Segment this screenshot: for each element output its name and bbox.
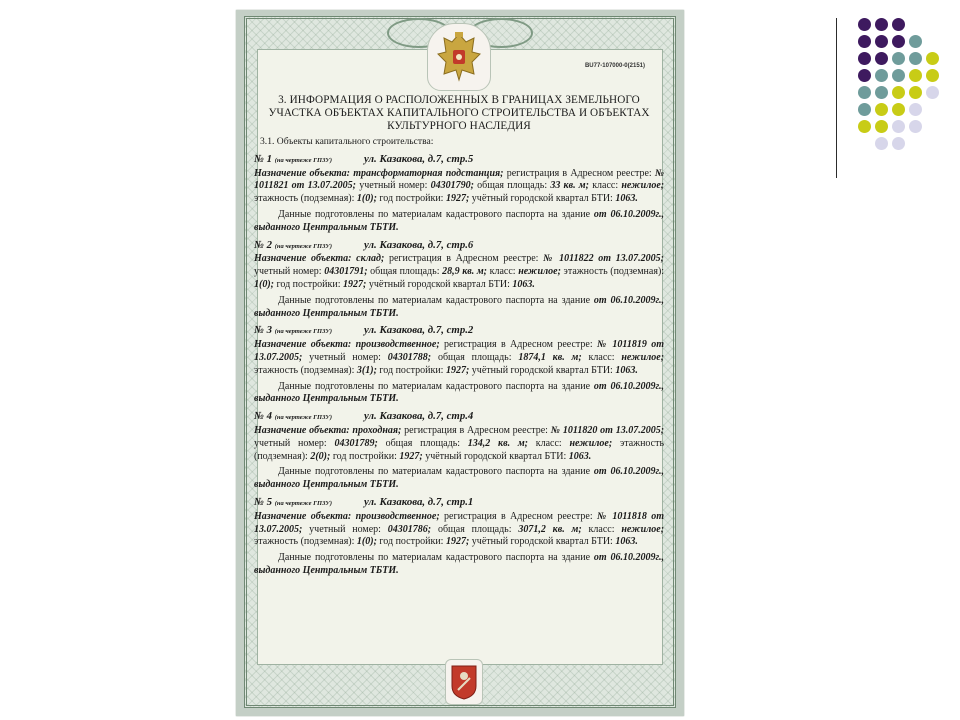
reg-value: № 1011819 от 13.07.2005; <box>254 339 665 363</box>
account-value: 04301789; <box>334 437 378 449</box>
area-label: общая площадь: <box>477 180 548 192</box>
decor-dot <box>875 137 888 150</box>
decor-dot <box>926 52 939 65</box>
class-value: нежилое; <box>621 351 665 363</box>
account-value: 04301790; <box>430 180 474 192</box>
decor-dot <box>858 35 871 48</box>
note-text: Данные подготовлены по материалам кадастрового паспорта на здание <box>278 208 591 220</box>
purpose-value: проходная; <box>352 424 402 436</box>
object-header <box>254 324 664 339</box>
class-label: класс: <box>592 180 619 192</box>
account-label: учетный номер: <box>254 266 322 278</box>
object-details <box>254 511 664 549</box>
reg-value: № 1011822 от 13.07.2005; <box>543 253 665 265</box>
decor-dot <box>875 103 888 116</box>
area-label: общая площадь: <box>437 351 512 363</box>
floors-label: этажность (подземная): <box>254 536 355 548</box>
decor-dot <box>875 120 888 133</box>
area-value: 134,2 кв. м; <box>467 437 529 449</box>
decor-dot <box>875 69 888 82</box>
account-label: учетный номер: <box>309 523 381 535</box>
object-entry <box>254 496 664 578</box>
certificate-content <box>254 94 664 578</box>
year-value: 1927; <box>445 193 470 205</box>
floors-value: 1(0); <box>356 536 377 548</box>
decor-dot <box>892 52 905 65</box>
account-label: учетный номер: <box>254 437 327 449</box>
decor-dot <box>892 103 905 116</box>
decor-dot <box>909 69 922 82</box>
object-details <box>254 253 664 291</box>
block-value: 1063. <box>568 450 592 462</box>
block-label: учётный городской квартал БТИ: <box>368 278 510 290</box>
object-source-note <box>254 295 664 321</box>
certificate-sheet <box>236 10 684 716</box>
year-value: 1927; <box>343 278 367 290</box>
purpose-label: Назначение объекта: <box>254 510 352 522</box>
reg-label: регистрация в Адресном реестре: <box>444 510 593 522</box>
object-entry <box>254 239 664 321</box>
purpose-label: Назначение объекта: <box>254 167 351 179</box>
floors-label: этажность (подземная): <box>254 437 665 462</box>
purpose-value: склад; <box>356 253 385 265</box>
year-label: год постройки: <box>276 278 341 290</box>
decor-dot <box>858 18 871 31</box>
year-label: год постройки: <box>379 364 444 376</box>
object-header <box>254 496 664 511</box>
russian-coat-of-arms-icon <box>427 23 491 91</box>
object-entry <box>254 324 664 406</box>
class-value: нежилое; <box>569 437 613 449</box>
floors-label: этажность (подземная): <box>254 364 355 376</box>
object-source-note <box>254 466 664 492</box>
decor-dot <box>909 103 922 116</box>
object-address: ул. Казакова, д.7, стр.4 <box>364 410 474 423</box>
class-label: класс: <box>535 437 562 449</box>
year-label: год постройки: <box>379 193 444 205</box>
reg-label: регистрация в Адресном реестре: <box>506 167 652 179</box>
note-text: Данные подготовлены по материалам кадастрового паспорта на здание <box>278 466 591 478</box>
decor-dot <box>858 69 871 82</box>
document-serial-number: ВU77-107000-0(2151) <box>584 63 645 69</box>
plan-label: (на чертеже ГПЗУ) <box>274 328 332 336</box>
area-label: общая площадь: <box>385 437 461 449</box>
reg-label: регистрация в Адресном реестре: <box>444 339 593 351</box>
area-label: общая площадь: <box>437 523 512 535</box>
block-value: 1063. <box>615 364 638 376</box>
object-number: № 4 <box>254 410 272 423</box>
plan-label: (на чертеже ГПЗУ) <box>274 414 332 422</box>
year-label: год постройки: <box>379 536 444 548</box>
decor-dot <box>875 35 888 48</box>
section-heading: 3. ИНФОРМАЦИЯ О РАСПОЛОЖЕННЫХ В ГРАНИЦАХ ЗЕМЕЛЬНОГО УЧАСТКА ОБЪЕКТАХ КАПИТАЛЬНОГО СТРОИТЕЛЬСТВА И ОБЪЕКТАХ КУЛЬТУРНОГО НАСЛЕДИЯ <box>268 94 650 132</box>
area-value: 28,9 кв. м; <box>442 266 488 278</box>
decor-dot <box>892 86 905 99</box>
floors-value: 1(0); <box>356 193 377 205</box>
class-value: нежилое; <box>621 523 665 535</box>
object-address: ул. Казакова, д.7, стр.5 <box>364 152 474 165</box>
decor-dot <box>926 86 939 99</box>
decor-dot <box>875 52 888 65</box>
class-label: класс: <box>588 523 615 535</box>
account-label: учетный номер: <box>359 180 428 192</box>
plan-label: (на чертеже ГПЗУ) <box>274 499 332 507</box>
decorative-dot-grid <box>852 14 952 164</box>
block-value: 1063. <box>615 193 638 205</box>
block-label: учётный городской квартал БТИ: <box>471 193 613 205</box>
block-value: 1063. <box>512 278 535 290</box>
object-number: № 1 <box>254 152 272 165</box>
floors-value: 2(0); <box>310 450 331 462</box>
decor-dot <box>909 120 922 133</box>
class-label: класс: <box>588 351 615 363</box>
decor-dot <box>858 86 871 99</box>
reg-value: № 1011821 от 13.07.2005; <box>254 167 665 192</box>
object-address: ул. Казакова, д.7, стр.2 <box>364 324 474 337</box>
note-text: Данные подготовлены по материалам кадастрового паспорта на здание <box>278 294 591 306</box>
object-header <box>254 239 664 254</box>
object-header <box>254 410 664 425</box>
decor-dot <box>858 52 871 65</box>
decor-dot <box>875 86 888 99</box>
decor-dot <box>926 69 939 82</box>
reg-label: регистрация в Адресном реестре: <box>404 424 548 436</box>
object-number: № 5 <box>254 495 272 508</box>
purpose-label: Назначение объекта: <box>254 424 350 436</box>
divider-line <box>836 18 837 178</box>
floors-label: этажность (подземная): <box>254 193 355 205</box>
reg-value: № 1011820 от 13.07.2005; <box>550 424 665 436</box>
object-number: № 2 <box>254 238 272 251</box>
object-number: № 3 <box>254 324 272 337</box>
object-entry <box>254 410 664 492</box>
block-label: учётный городской квартал БТИ: <box>471 364 613 376</box>
area-value: 3071,2 кв. м; <box>518 523 582 535</box>
year-label: год постройки: <box>332 450 397 462</box>
floors-value: 1(0); <box>254 278 274 290</box>
year-value: 1927; <box>445 364 470 376</box>
note-date: от 06.10.2009г., выданного Центральным ТБТИ. <box>254 466 665 491</box>
decor-dot <box>858 120 871 133</box>
object-source-note <box>254 209 664 235</box>
object-details <box>254 168 664 206</box>
class-value: нежилое; <box>621 180 665 192</box>
class-value: нежилое; <box>518 266 561 278</box>
account-label: учетный номер: <box>309 351 381 363</box>
account-value: 04301791; <box>324 266 368 278</box>
decor-dot <box>858 103 871 116</box>
object-address: ул. Казакова, д.7, стр.1 <box>364 495 474 508</box>
decor-dot <box>892 69 905 82</box>
block-label: учётный городской квартал БТИ: <box>425 450 567 462</box>
decor-dot <box>909 52 922 65</box>
section-subheading: 3.1. Объекты капитального строительства: <box>260 136 434 147</box>
note-text: Данные подготовлены по материалам кадастрового паспорта на здание <box>278 380 591 392</box>
decor-dot <box>909 35 922 48</box>
object-entry <box>254 153 664 235</box>
decor-dot <box>892 35 905 48</box>
area-label: общая площадь: <box>370 266 440 278</box>
purpose-value: производственное; <box>355 339 440 351</box>
area-value: 33 кв. м; <box>550 180 589 192</box>
object-source-note <box>254 552 664 578</box>
decor-dot <box>892 137 905 150</box>
area-value: 1874,1 кв. м; <box>518 351 582 363</box>
year-value: 1927; <box>445 536 470 548</box>
decor-dot <box>892 18 905 31</box>
floors-value: 3(1); <box>356 364 377 376</box>
purpose-value: трансформаторная подстанция; <box>353 167 504 179</box>
object-address: ул. Казакова, д.7, стр.6 <box>364 238 474 251</box>
object-details <box>254 339 664 377</box>
note-date: от 06.10.2009г., выданного Центральным ТБТИ. <box>254 552 665 576</box>
class-label: класс: <box>489 266 516 278</box>
objects-list <box>254 153 664 578</box>
object-source-note <box>254 381 664 407</box>
block-label: учётный городской квартал БТИ: <box>471 536 613 548</box>
note-date: от 06.10.2009г., выданного Центральным ТБТИ. <box>254 294 665 319</box>
note-text: Данные подготовлены по материалам кадастрового паспорта на здание <box>278 552 591 564</box>
account-value: 04301788; <box>387 351 432 363</box>
object-header <box>254 153 664 168</box>
object-details <box>254 425 664 463</box>
note-date: от 06.10.2009г., выданного Центральным ТБТИ. <box>254 208 665 233</box>
purpose-label: Назначение объекта: <box>254 253 352 265</box>
reg-label: регистрация в Адресном реестре: <box>388 253 539 265</box>
plan-label: (на чертеже ГПЗУ) <box>274 242 332 250</box>
year-value: 1927; <box>399 450 423 462</box>
account-value: 04301786; <box>387 523 432 535</box>
decor-dot <box>892 120 905 133</box>
floors-label: этажность (подземная): <box>563 266 665 278</box>
purpose-label: Назначение объекта: <box>254 339 352 351</box>
block-value: 1063. <box>615 536 638 548</box>
decor-dot <box>909 86 922 99</box>
plan-label: (на чертеже ГПЗУ) <box>274 156 332 164</box>
moscow-coat-of-arms-icon <box>445 659 483 705</box>
reg-value: № 1011818 от 13.07.2005; <box>254 510 665 535</box>
note-date: от 06.10.2009г., выданного Центральным ТБТИ. <box>254 380 665 405</box>
purpose-value: производственное; <box>355 510 440 522</box>
decor-dot <box>875 18 888 31</box>
